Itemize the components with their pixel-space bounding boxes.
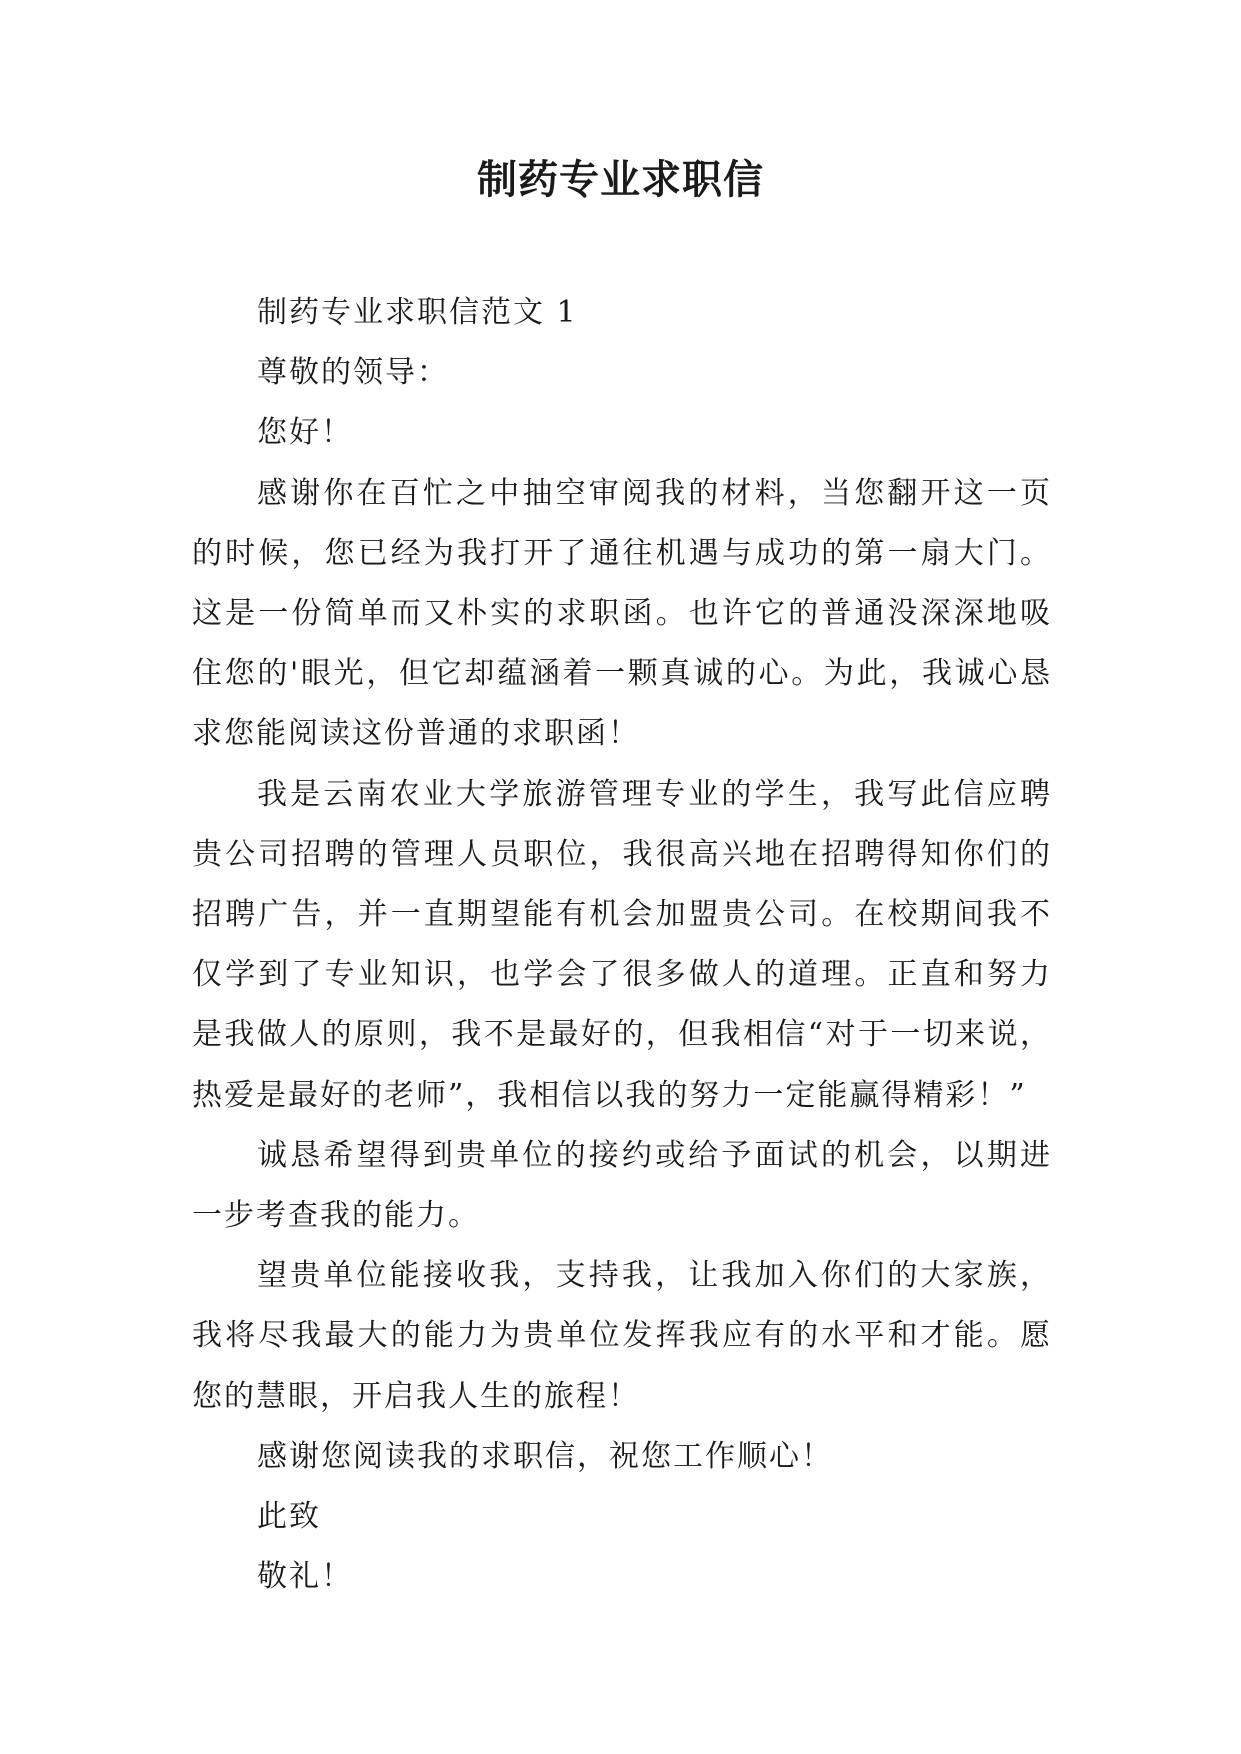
paragraph-thanks: 感谢您阅读我的求职信，祝您工作顺心！ [257, 1438, 833, 1474]
closing-line: 此致 [257, 1499, 321, 1535]
letter-body [192, 283, 1052, 1607]
paragraph-intro: 感谢你在百忙之中抽空审阅我的材料，当您翻开这一页的时候，您已经为我打开了通往机遇与成功的第一扇大门。这是一份简单而又朴实的求职函。也许它的普通没深深地吸住您的'眼光，但它却蕴涵着一颗真诚的心。为此，我诚心恳求您能阅读这份普通的求职函！ [192, 475, 1052, 752]
letter-heading: 制药专业求职信范文 1 [257, 295, 578, 330]
closing-salute: 敬礼！ [257, 1559, 353, 1595]
salutation: 尊敬的领导： [257, 355, 449, 391]
paragraph-request: 诚恳希望得到贵单位的接约或给予面试的机会，以期进一步考查我的能力。 [192, 1137, 1052, 1234]
paragraph-hope: 望贵单位能接收我，支持我，让我加入你们的大家族，我将尽我最大的能力为贵单位发挥我应有的水平和才能。愿您的慧眼，开启我人生的旅程！ [192, 1258, 1052, 1414]
greeting: 您好！ [257, 415, 353, 451]
paragraph-background: 我是云南农业大学旅游管理专业的学生，我写此信应聘贵公司招聘的管理人员职位，我很高兴地在招聘得知你们的招聘广告，并一直期望能有机会加盟贵公司。在校期间我不仅学到了专业知识，也学会了很多做人的道理。正直和努力是我做人的原则，我不是最好的，但我相信“对于一切来说，热爱是最好的老师”，我相信以我的努力一定能赢得精彩！” [192, 776, 1052, 1113]
document-title: 制药专业求职信 [477, 157, 764, 203]
